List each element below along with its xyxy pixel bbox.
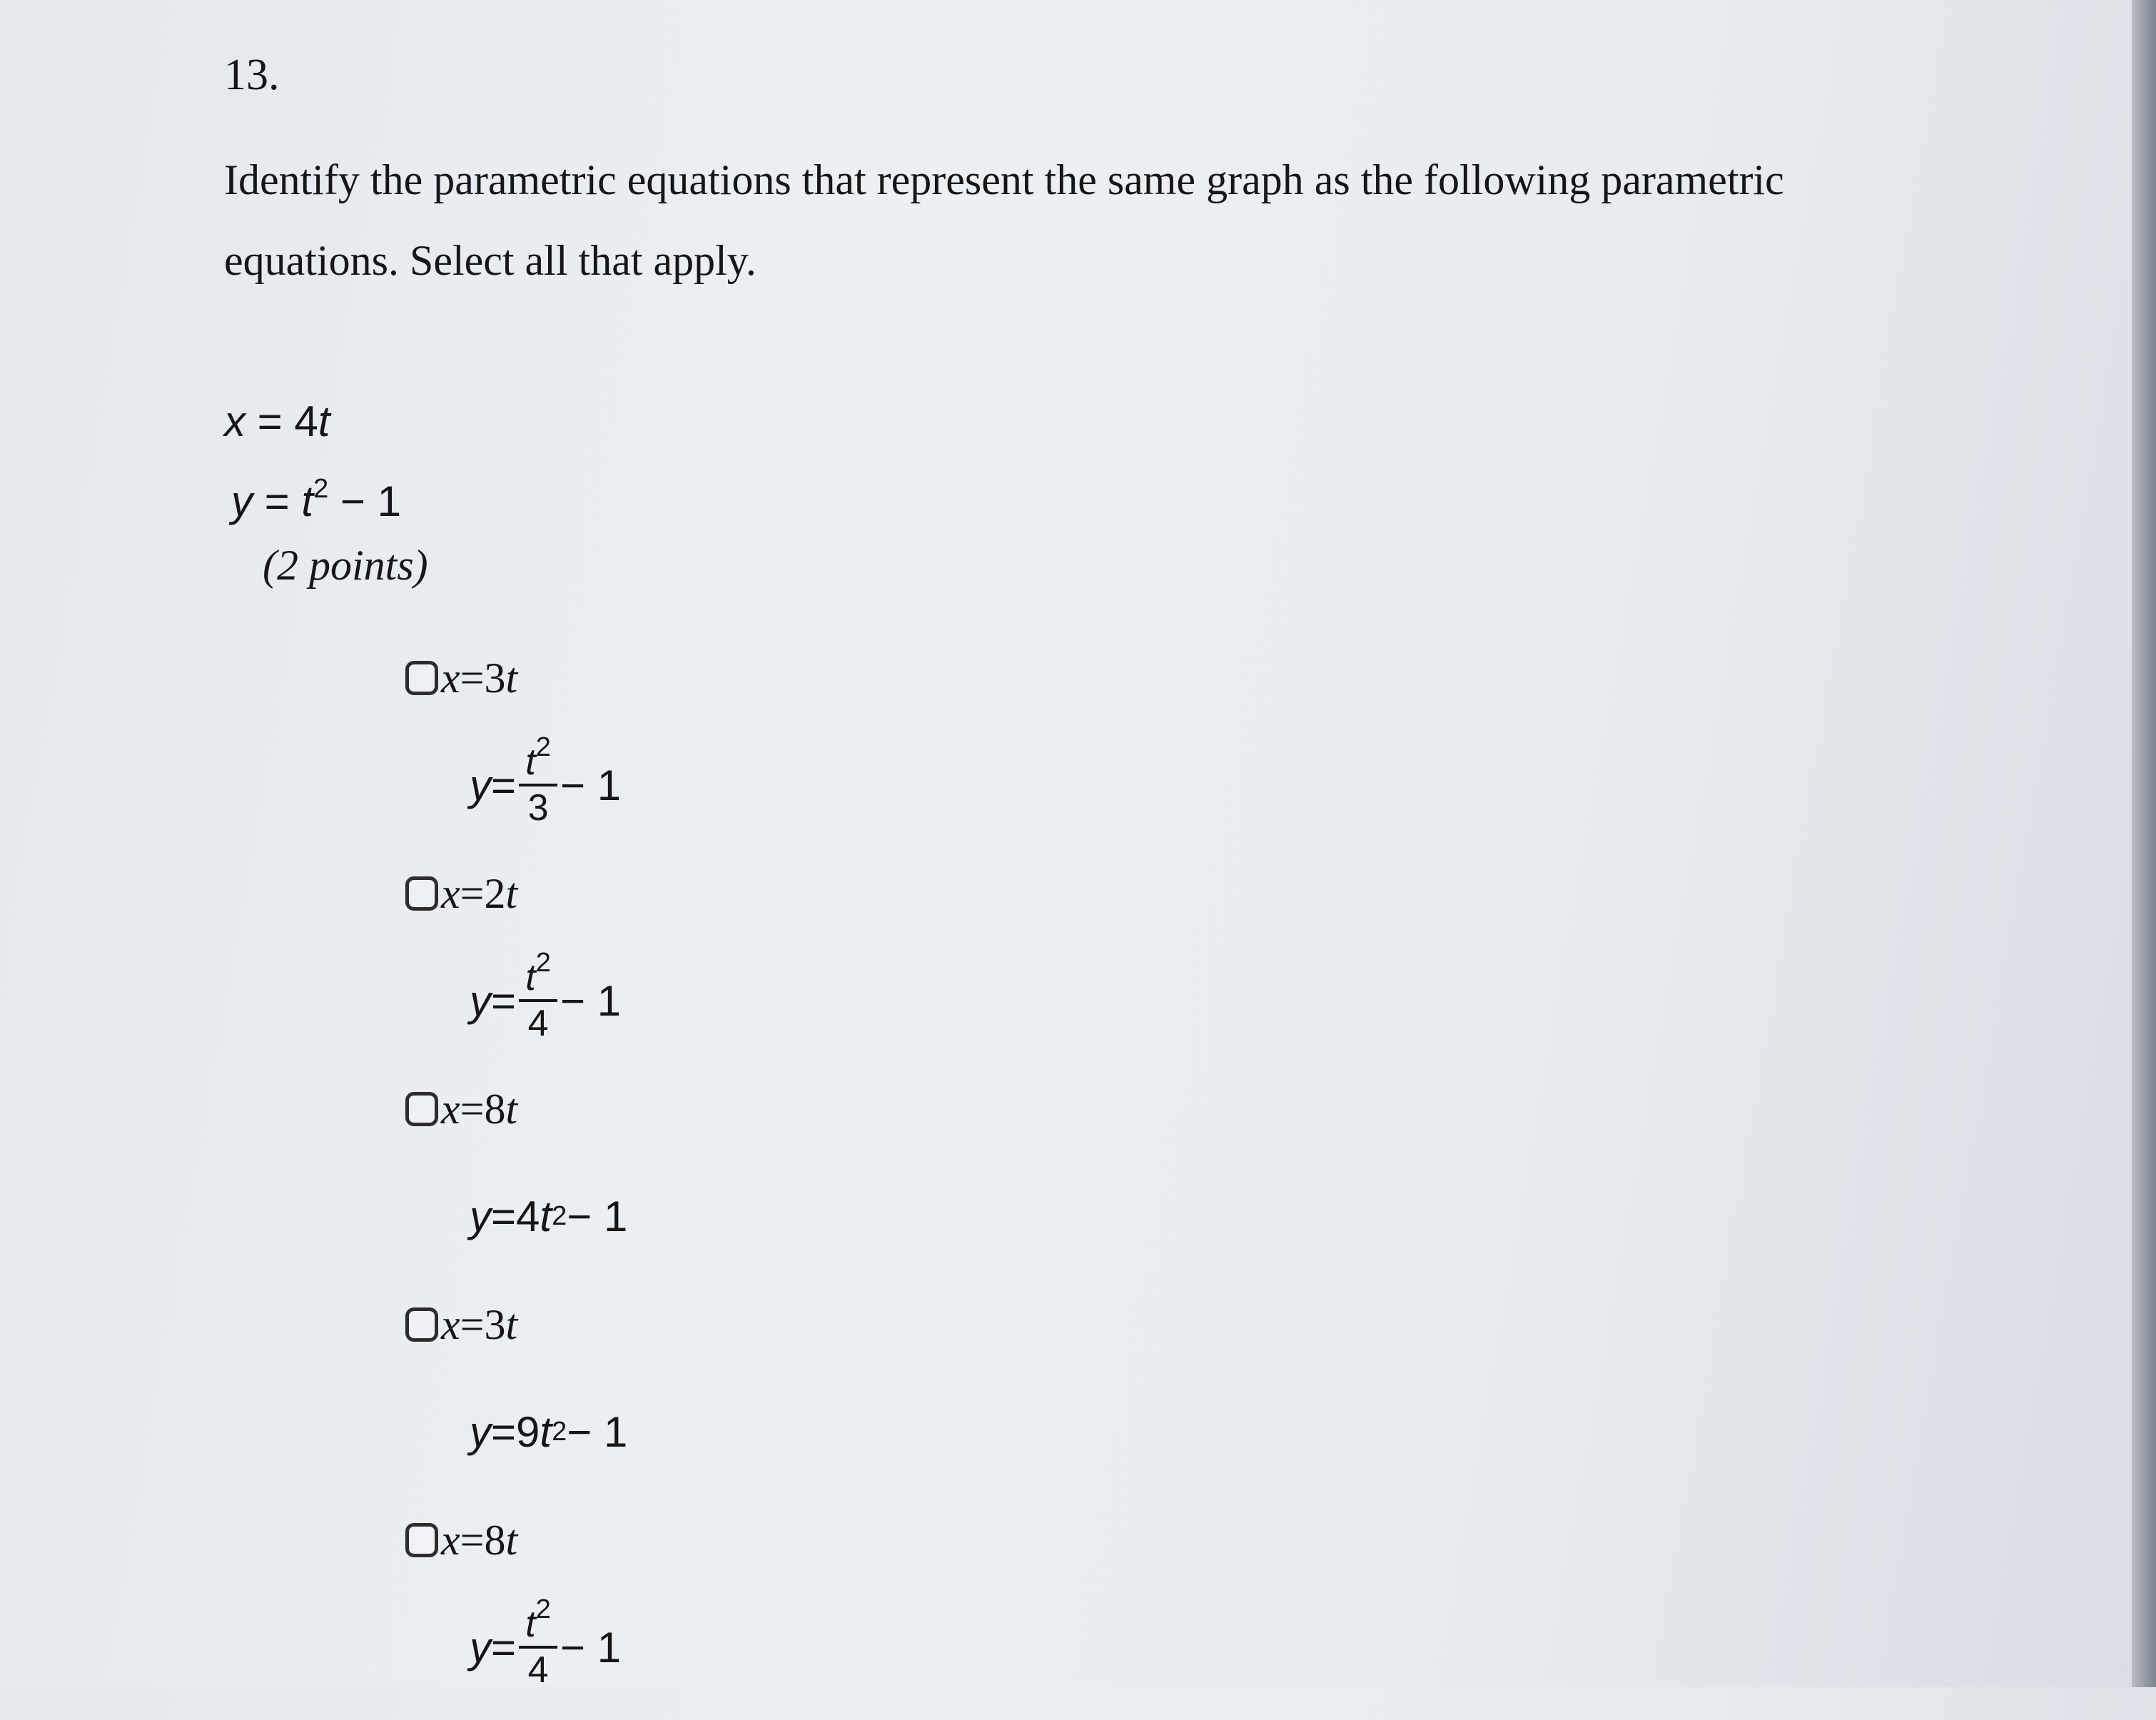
option-x-equation bbox=[405, 1289, 517, 1360]
coefficient: 4 bbox=[516, 1192, 540, 1240]
y-variable: y bbox=[470, 1192, 491, 1240]
option-x-equation bbox=[405, 1073, 517, 1145]
parameter: t bbox=[505, 1085, 518, 1133]
fraction-numerator bbox=[521, 948, 555, 999]
fraction-numerator bbox=[521, 732, 555, 784]
question-number: 13. bbox=[224, 51, 280, 99]
option-x-equation bbox=[405, 858, 517, 929]
parameter: t bbox=[505, 654, 518, 702]
x-variable: x bbox=[441, 1085, 460, 1133]
equals-sign: = bbox=[253, 477, 302, 525]
coefficient: 9 bbox=[516, 1407, 540, 1456]
fraction-denominator: 4 bbox=[527, 1003, 549, 1044]
checkbox-option-1[interactable] bbox=[405, 661, 438, 695]
y-variable: y bbox=[231, 477, 253, 525]
coefficient: 8 bbox=[484, 1085, 506, 1133]
equals-sign: = bbox=[491, 1192, 517, 1240]
equals-sign: = bbox=[460, 654, 485, 702]
parameter: t bbox=[505, 869, 518, 917]
constant-term: − 1 bbox=[560, 976, 622, 1025]
checkbox-option-3[interactable] bbox=[405, 1092, 438, 1126]
x-variable: x bbox=[441, 1300, 460, 1348]
equals-sign: = bbox=[491, 976, 517, 1025]
y-variable: y bbox=[470, 1623, 491, 1671]
option-x-equation bbox=[405, 1504, 517, 1576]
screen-edge bbox=[2132, 0, 2156, 1687]
parameter: t bbox=[525, 1604, 536, 1645]
exponent: 2 bbox=[535, 948, 551, 978]
equals-sign: = bbox=[491, 1407, 517, 1456]
constant-term: − 1 bbox=[560, 761, 622, 809]
parameter: t bbox=[318, 398, 330, 445]
coefficient: 8 bbox=[484, 1516, 506, 1564]
parameter: t bbox=[301, 477, 314, 525]
equals-sign: = bbox=[460, 1085, 485, 1133]
equals-sign: = bbox=[491, 1623, 517, 1671]
given-equations bbox=[224, 382, 401, 542]
exponent: 2 bbox=[313, 474, 329, 504]
parameter: t bbox=[540, 1192, 552, 1240]
checkbox-option-2[interactable] bbox=[405, 876, 438, 911]
checkbox-option-5[interactable] bbox=[405, 1523, 438, 1557]
parameter: t bbox=[540, 1407, 552, 1456]
option-x-equation bbox=[405, 642, 517, 714]
fraction bbox=[519, 732, 557, 829]
x-variable: x bbox=[441, 654, 460, 702]
y-variable: y bbox=[470, 976, 491, 1025]
equals-sign: = bbox=[491, 761, 517, 809]
constant-term: − 1 bbox=[328, 477, 401, 525]
points-label: (2 points) bbox=[263, 542, 428, 589]
parameter: t bbox=[505, 1300, 518, 1348]
x-variable: x bbox=[441, 1516, 460, 1564]
question-text: Identify the parametric equations that represent the same graph as the following parametric equations. Select all that apply. bbox=[224, 156, 1784, 284]
fraction bbox=[519, 948, 557, 1045]
option-y-equation: y = 9 t 2 − 1 bbox=[470, 1407, 628, 1456]
fraction-denominator: 4 bbox=[527, 1649, 549, 1691]
checkbox-option-4[interactable] bbox=[405, 1307, 438, 1342]
coefficient: 3 bbox=[484, 1300, 506, 1348]
x-variable: x bbox=[224, 398, 246, 445]
option-y-equation bbox=[470, 732, 622, 835]
y-variable: y bbox=[470, 1407, 491, 1456]
parameter: t bbox=[505, 1516, 518, 1564]
constant-term: − 1 bbox=[567, 1407, 628, 1456]
equals-sign: = bbox=[460, 1300, 485, 1348]
equals-sign: = bbox=[460, 1516, 485, 1564]
exponent: 2 bbox=[535, 732, 551, 762]
equals-sign: = bbox=[460, 869, 485, 917]
x-variable: x bbox=[441, 869, 460, 917]
fraction-numerator bbox=[521, 1594, 555, 1646]
fraction bbox=[519, 1594, 557, 1691]
given-y-equation bbox=[224, 462, 401, 542]
exponent: 2 bbox=[535, 1594, 551, 1624]
y-variable: y bbox=[470, 761, 491, 809]
constant-term: − 1 bbox=[560, 1623, 622, 1671]
option-y-equation: y = 4 t 2 − 1 bbox=[470, 1192, 628, 1240]
fraction-denominator: 3 bbox=[527, 787, 549, 829]
given-x-equation bbox=[224, 382, 401, 462]
coefficient: 2 bbox=[484, 869, 506, 917]
coefficient: 4 bbox=[294, 398, 318, 445]
parameter: t bbox=[525, 957, 536, 998]
coefficient: 3 bbox=[484, 654, 506, 702]
parameter: t bbox=[525, 742, 536, 783]
constant-term: − 1 bbox=[567, 1192, 628, 1240]
equals-sign: = bbox=[246, 398, 295, 445]
option-y-equation bbox=[470, 948, 622, 1051]
option-y-equation bbox=[470, 1594, 622, 1697]
